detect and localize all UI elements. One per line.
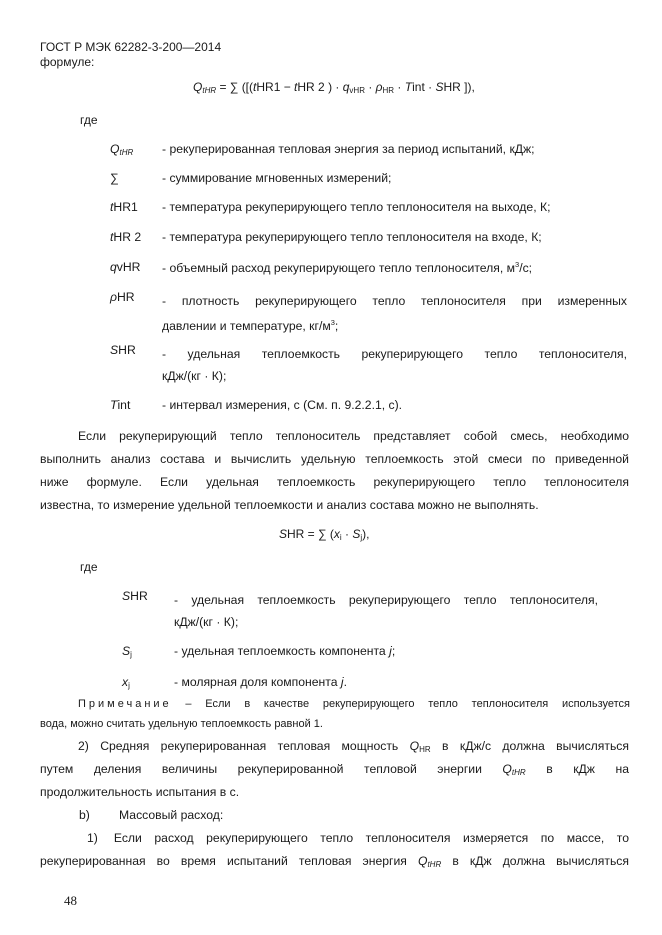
where-label-2: где — [80, 560, 98, 574]
continuation-text: формуле: — [40, 55, 95, 69]
list-item-1: 1) Если расход рекуперирующего тепло теплоносителя измеряется по массе, то рекуперированная во время испытаний тепловая энергия $Q_{tHR}$ в кДж должна вычисляться — [40, 831, 629, 869]
where-label: где — [80, 113, 98, 127]
document-header: ГОСТ Р МЭК 62282-3-200—2014 — [40, 40, 222, 54]
paragraph-average-power: 2) Средняя рекуперированная тепловая мощность $Q_{HR}$ в кДж/с должна вычисляться путем деления величины рекуперированной тепловой энергии $Q_{tHR}$ в кДж на продолжительность испытания в с. — [40, 739, 629, 799]
paragraph-mixture: Если рекуперирующий тепло теплоноситель представляет собой смесь, необходимо выполнить анализ состава и вычислить удельную теплоемкость этой смеси по приведенной ниже формуле. Если удельная теплоемкость рекуперирующего тепло теплоносителя известна, то измерение удельной теплоемкости и анализ состава можно не выполнять. — [40, 429, 629, 512]
item-b-text: Массовый расход: — [119, 808, 224, 822]
note: Примечание – Если в качестве рекуперирующего тепло теплоносителя используется вода, можно считать удельную теплоемкость равной 1. — [40, 698, 630, 730]
note-label: Примечание — [78, 698, 172, 710]
page-number: 48 — [64, 893, 77, 908]
formula-specific-heat: SHR = ∑ $(x_i \cdot S_j)$, — [279, 527, 370, 542]
list-item-b — [79, 808, 90, 823]
item-b-marker: b) — [79, 808, 90, 822]
item-1-marker: 1) — [87, 831, 98, 845]
formula-recuperated-energy: $Q_{tHR}$ = ∑ ([(tHR1 − tHR 2 ) · $q_{vHR} \cdot \rho_{HR}$ · Tint · SHR ]), — [193, 80, 475, 95]
